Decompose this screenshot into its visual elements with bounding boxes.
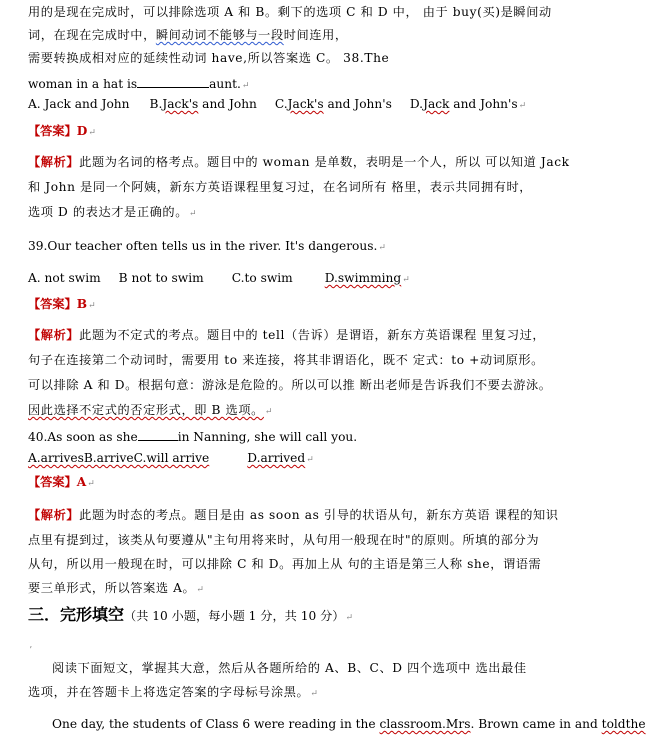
instruction-text: 阅读下面短文，掌握其大意，然后从各题所给的 A、B、C、D 四个选项中 选出最佳 (52, 661, 527, 675)
text-line: 需要转换成相对应的延续性动词 have,所以答案选 C。 38.The (28, 51, 390, 65)
text-line: 要三单形式，所以答案选 A。↵ (28, 581, 205, 595)
text-line: 句子在连接第二个动词时，需要用 to 来连接，将其非谓语化，既不 定式：to +动词原形。 (28, 353, 544, 367)
text-line: 从句，所以用一般现在时，可以排除 C 和 D。再加上从 句的主语是第三人称 she，谓语需 (28, 557, 542, 571)
option-a: A. not swim (28, 271, 101, 285)
explanation-40: 【解析】此题为时态的考点。题目是由 as soon as 引导的状语从句，新东方英语 课程的知识 (28, 508, 559, 522)
question-40: 40.As soon as she in Nanning, she will call you. (28, 430, 358, 444)
text-line: 可以排除 A 和 D。根据句意：游泳是危险的。所以可以推 断出老师是告诉我们不要去游泳。 (28, 378, 552, 392)
answer-blank (137, 75, 209, 88)
text-line: 点里有提到过，该类从句要遵从"主句用将来时，从句用一般现在时"的原则。所填的部分为 (28, 533, 540, 547)
text-line: 选项，并在答题卡上将选定答案的字母标号涂黑。↵ (28, 685, 319, 699)
question-38: woman in a hat is aunt.↵ (28, 77, 250, 91)
option-a: A. Jack and John (28, 97, 130, 111)
option-d: D.Jack and John's (409, 97, 518, 111)
option-b: B not to swim (118, 271, 204, 285)
option-d: D.swimming (324, 271, 402, 285)
answer-38: 【答案】D↵ (28, 124, 96, 138)
text-line: 和 John 是同一个阿姨，新东方英语课程里复习过，在名词所有 格里，表示共同拥有时， (28, 180, 533, 194)
text-line: 选项 D 的表达才是正确的。↵ (28, 205, 198, 219)
paragraph-marker: ʼ (29, 646, 32, 656)
passage-text: One day, the students of Class 6 were reading in the classroom.Mrs. Brown came in and toldthe (52, 717, 646, 731)
text-line: 因此选择不定式的否定形式，即 B 选项。↵ (28, 403, 274, 417)
answer-40: 【答案】A↵ (28, 475, 95, 489)
explanation-39: 【解析】此题为不定式的考点。题目中的 tell（告诉）是谓语，新东方英语课程 里复习过， (28, 328, 546, 342)
option-b: B.Jack's and John (149, 97, 257, 111)
text-line: 用的是现在完成时，可以排除选项 A 和 B。剩下的选项 C 和 D 中， 由于 buy(买)是瞬间动 (28, 5, 552, 19)
section-heading: 三．完形填空（共 10 小题，每小题 1 分，共 10 分）↵ (28, 605, 354, 624)
text-line: 词，在现在完成时中，瞬间动词不能够与一段时间连用， (28, 28, 348, 42)
question-39: 39.Our teacher often tells us in the river. It's dangerous.↵ (28, 239, 386, 253)
question-39-options: A. not swim B not to swim C.to swim D.swimming↵ (28, 271, 410, 285)
answer-39: 【答案】B↵ (28, 297, 96, 311)
option-c: C.Jack's and John's (274, 97, 392, 111)
answer-blank (138, 428, 178, 441)
option-c: C.to swim (231, 271, 293, 285)
explanation-38: 【解析】此题为名词的格考点。题目中的 woman 是单数，表明是一个人，所以 可以知道 Jack (28, 155, 570, 169)
question-38-options: A. Jack and John B.Jack's and John C.Jack's and John's D.Jack and John's↵ (28, 97, 527, 111)
option-d: D.arrived (247, 451, 306, 465)
question-40-options: A.arrivesB.arriveC.will arrive D.arrived↵ (28, 451, 314, 465)
